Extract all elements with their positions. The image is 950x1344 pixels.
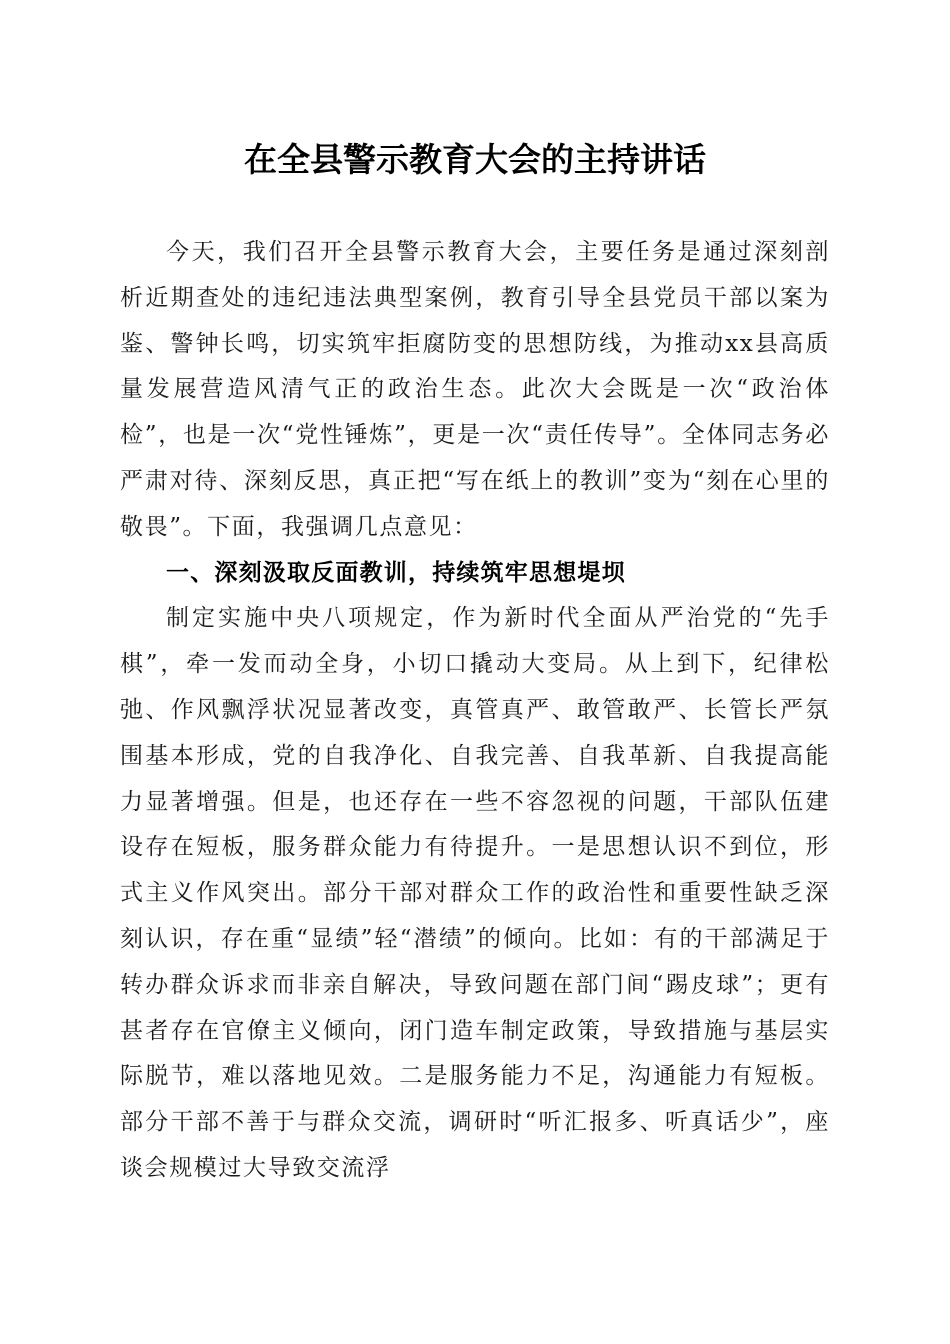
- section-heading: 一、深刻汲取反面教训，持续筑牢思想堤坝: [166, 559, 626, 586]
- section-paragraph: 制定实施中央八项规定，作为新时代全面从严治党的“先手棋”，牵一发而动全身，小切口撬动大变局。从上到下，纪律松弛、作风飘浮状况显著改变，真管真严、敢管敢严、长管长严氛围基本形成，党的自我净化、自我完善、自我革新、自我提高能力显著增强。但是，也还存在一些不容忽视的问题，干部队伍建设存在短板，服务群众能力有待提升。一是思想认识不到位，形式主义作风突出。部分干部对群众工作的政治性和重要性缺乏深刻认识，存在重“显绩”轻“潜绩”的倾向。比如：有的干部满足于转办群众诉求而非亲自解决，导致问题在部门间“踢皮球”；更有甚者存在官僚主义倾向，闭门造车制定政策，导致措施与基层实际脱节，难以落地见效。二是服务能力不足，沟通能力有短板。部分干部不善于与群众交流，调研时“听汇报多、听真话少”，座谈会规模过大导致交流浮: [120, 605, 830, 1181]
- intro-paragraph: 今天，我们召开全县警示教育大会，主要任务是通过深刻剖析近期查处的违纪违法典型案例，教育引导全县党员干部以案为鉴、警钟长鸣，切实筑牢拒腐防变的思想防线，为推动xx县高质量发展营造风清气正的政治生态。此次大会既是一次“政治体检”，也是一次“党性锤炼”，更是一次“责任传导”。全体同志务必严肃对待、深刻反思，真正把“写在纸上的教训”变为“刻在心里的敬畏”。下面，我强调几点意见：: [120, 239, 830, 540]
- document-title: 在全县警示教育大会的主持讲话: [244, 140, 706, 179]
- document-body: [120, 230, 830, 1192]
